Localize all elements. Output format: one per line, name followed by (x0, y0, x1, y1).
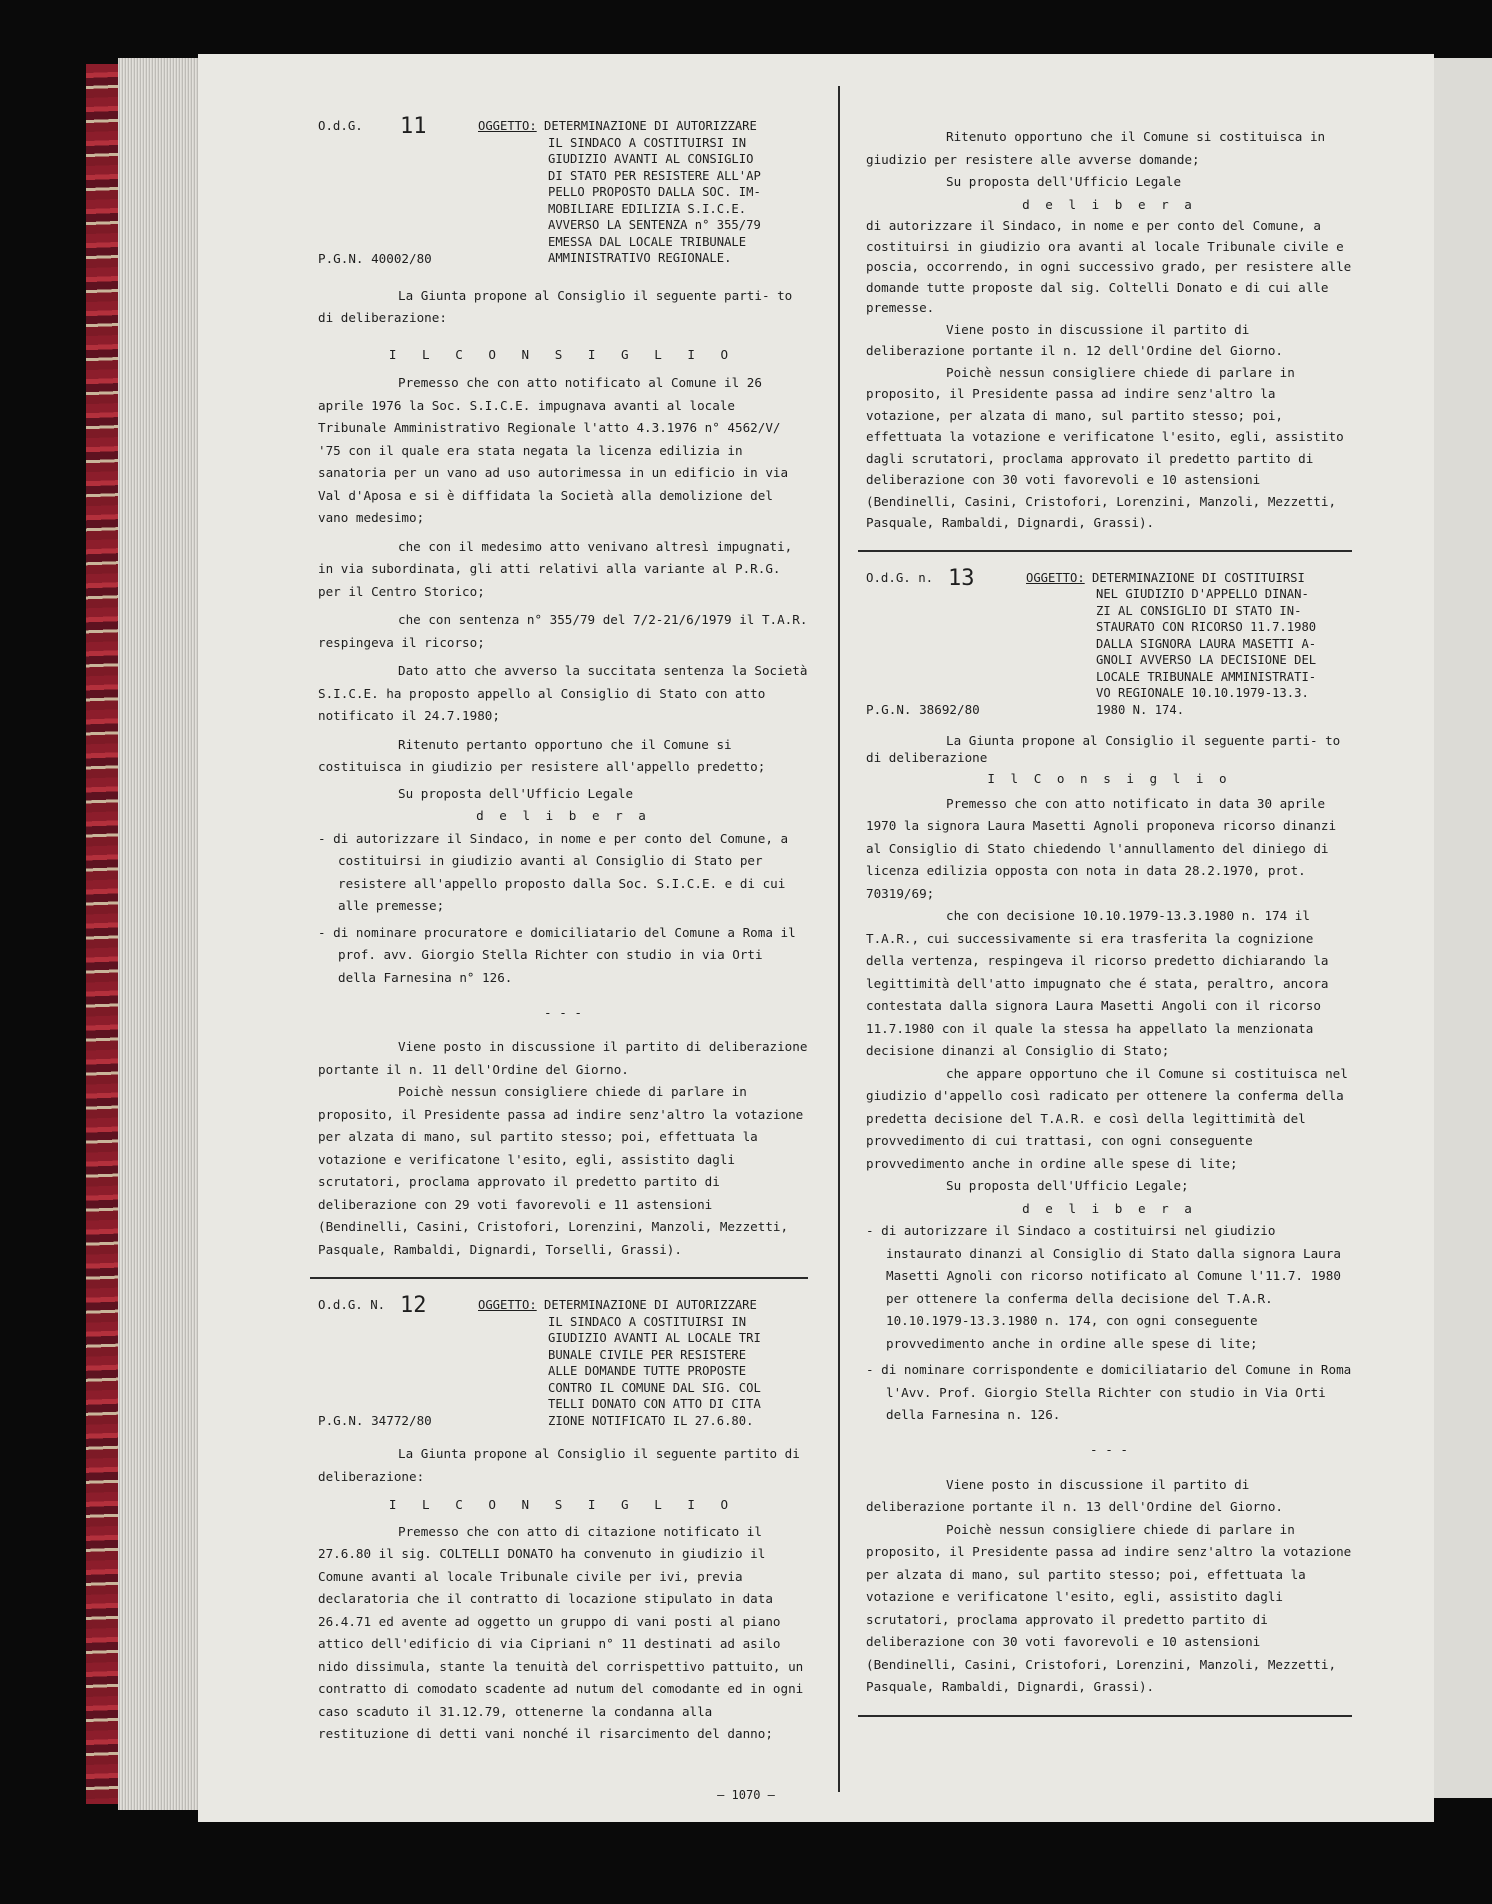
consiglio-heading: I L C O N S I G L I O (388, 346, 738, 362)
oggetto-line: GIUDIZIO AVANTI AL CONSIGLIO (548, 152, 754, 166)
paragraph: che appare opportuno che il Comune si costituisca nel giudizio d'appello così radicato per ottenere la conferma della predetta decisione del T.A.R. e così della legittimità del provvedimento di cui trattasi, con ogni conseguente provvedimento anche in ordine alle spese di lite; (866, 1065, 1348, 1171)
oggetto-block (478, 118, 808, 267)
oggetto-line: NEL GIUDIZIO D'APPELLO DINAN- (1096, 587, 1309, 601)
proposal-text: La Giunta propone al Consiglio il seguente parti- to di deliberazione (866, 733, 1341, 765)
paragraph: Dato atto che avverso la succitata sentenza la Società S.I.C.E. ha proposto appello al Consiglio di Stato con atto notificato il 24.7.1980; (318, 663, 808, 723)
oggetto-line: CONTRO IL COMUNE DAL SIG. COL (548, 1380, 761, 1395)
book-page-edges (118, 58, 202, 1810)
oggetto-block (478, 1297, 808, 1429)
oggetto-line: 1980 N. 174. (1096, 702, 1185, 717)
item-13-header (866, 565, 1352, 719)
separator: - - - (544, 1004, 582, 1020)
list-item: - di autorizzare il Sindaco a costituirsi nel giudizio instaurato dinanzi al Consiglio di Stato dalla signora Laura Masetti Agnoli con ricorso notificato al Comune l'11.7. 1980 per ottenere la conferma della decisione del T.A.R. 10.10.1979-13.3.1980 n. 174, con ogni conseguente provvedimento anche in ordine alle spese di lite; (866, 1223, 1341, 1351)
oggetto-line: VO REGIONALE 10.10.1979-13.3. (1096, 686, 1309, 700)
paragraph: che con decisione 10.10.1979-13.3.1980 n. 174 il T.A.R., cui successivamente si era trasferita la cognizione della vertenza, respingeva il ricorso predetto dichiarando la legittimità dell'atto impugnato che é stata, peraltro, ancora contestata dalla signora Laura Masetti Angoli con il ricorso 11.7.1980 con il quale la stessa ha appellato la menzionata decisione dinanzi al Consiglio di Stato; (866, 908, 1329, 1058)
consiglio-heading: I l C o n s i g l i o (987, 771, 1231, 786)
pgn-number: P.G.N. 34772/80 (318, 1413, 432, 1429)
vote-paragraph: Poichè nessun consigliere chiede di parlare in proposito, il Presidente passa ad indire senz'altro la votazione per alzata di mano, sul partito stesso; poi, effettuata la votazione e verificatone l'esito, egli, assistito dagli scrutatori, proclama approvato il predetto partito di deliberazione con 29 voti favorevoli e 11 astensioni (Bendinelli, Casini, Cristofori, Lorenzini, Manzoli, Mezzetti, Pasquale, Rambaldi, Dignardi, Torselli, Grassi). (318, 1084, 804, 1257)
odg-number: 11 (400, 114, 427, 139)
oggetto-label: OGGETTO: (478, 119, 537, 133)
paragraph: Ritenuto opportuno che il Comune si costituisca in giudizio per resistere alle avverse domande; (866, 129, 1326, 167)
vote-paragraph: Poichè nessun consigliere chiede di parlare in proposito, il Presidente passa ad indire senz'altro la votazione per alzata di mano, sul partito stesso; poi, effettuata la votazione e verificatone l'esito, egli, assistito dagli scrutatori, proclama approvato il predetto partito di deliberazione con 30 voti favorevoli e 10 astensioni (Bendinelli, Casini, Cristofori, Lorenzini, Manzoli, Mezzetti, Pasquale, Rambaldi, Dignardi, Grassi). (866, 1521, 1352, 1695)
vote-paragraph: Viene posto in discussione il partito di deliberazione portante il n. 12 dell'Ordine del Giorno. (866, 321, 1284, 358)
oggetto-line: STAURATO CON RICORSO 11.7.1980 (1096, 620, 1317, 634)
paragraph: Premesso che con atto notificato in data 30 aprile 1970 la signora Laura Masetti Agnoli proponeva ricorso dinanzi al Consiglio di Stato chiedendo l'annullamento del diniego di licenza edilizia opposta con nota in data 28.2.1970, prot. 70319/69; (866, 795, 1337, 901)
book-edge-marbled (86, 64, 120, 1804)
oggetto-line: BUNALE CIVILE PER RESISTERE (548, 1347, 747, 1362)
oggetto-line: ALLE DOMANDE TUTTE PROPOSTE (548, 1364, 747, 1379)
paragraph: Su proposta dell'Ufficio Legale (946, 174, 1182, 189)
list-item: - di nominare corrispondente e domiciliatario del Comune in Roma l'Avv. Prof. Giorgio Stella Richter con studio in Via Orti della Farnesina n. 126. (866, 1362, 1352, 1422)
section-rule (310, 1277, 808, 1279)
paragraph: Premesso che con atto notificato al Comune il 26 aprile 1976 la Soc. S.I.C.E. impugnava avanti al locale Tribunale Amministrativo Regionale l'atto 4.3.1976 n° 4562/V/ '75 con il quale era stata negata la licenza edilizia in sanatoria per un vano ad uso autorimessa in un edificio in via Val d'Aposa e si è diffidata la Società alla demolizione del vano medesimo; (318, 375, 789, 525)
oggetto-line: MOBILIARE EDILIZIA S.I.C.E. (548, 201, 747, 216)
section-rule (858, 1715, 1352, 1717)
odg-number: 12 (400, 1293, 427, 1319)
paragraph: Su proposta dell'Ufficio Legale (398, 785, 634, 801)
consiglio-heading: I L C O N S I G L I O (388, 1497, 738, 1513)
oggetto-line: TELLI DONATO CON ATTO DI CITA (548, 1397, 761, 1412)
item-12-header (318, 1293, 808, 1429)
oggetto-line: DETERMINAZIONE DI AUTORIZZARE (544, 119, 757, 133)
oggetto-line: ZIONE NOTIFICATO IL 27.6.80. (548, 1413, 754, 1428)
oggetto-line: LOCALE TRIBUNALE AMMINISTRATI- (1096, 669, 1317, 684)
vote-paragraph: Poichè nessun consigliere chiede di parlare in proposito, il Presidente passa ad indire senz'altro la votazione, per alzata di mano, sul partito stesso; poi, effettuata la votazione e verificatone l'esito, egli, assistito dagli scrutatori, proclama approvato il predetto partito di deliberazione con 30 voti favorevoli e 10 astensioni (Bendinelli, Casini, Cristofori, Lorenzini, Manzoli, Mezzetti, Pasquale, Rambaldi, Dignardi, Grassi). (866, 364, 1344, 530)
oggetto-line: PELLO PROPOSTO DALLA SOC. IM- (548, 185, 761, 199)
oggetto-line: EMESSA DAL LOCALE TRIBUNALE (548, 234, 747, 249)
separator: - - - (1090, 1442, 1128, 1458)
list-item: - di autorizzare il Sindaco, in nome e per conto del Comune, a costituirsi in giudizio avanti al Consiglio di Stato per resistere all'appello proposto dalla Soc. S.I.C.E. e di cui alle premesse; (318, 830, 789, 913)
oggetto-line: AVVERSO LA SENTENZA n° 355/79 (548, 218, 761, 232)
paragraph: Premesso che con atto di citazione notificato il 27.6.80 il sig. COLTELLI DONATO ha convenuto in giudizio il Comune avanti al locale Tribunale civile per ivi, previa declaratoria che il contratto di locazione stipulato in data 26.4.71 ed avente ad oggetto un gruppo di vani posti al piano attico dell'edificio di via Cipriani n° 11 destinati ad asilo nido dissimula, stante la tenuità del corrispettivo pattuito, un contratto di comodato scadente ad nutum del comodante ed in ogni caso scaduto il 31.12.79, ottenerne la condanna alla restituzione di detti vani nonché il risarcimento del danno; (318, 1523, 804, 1742)
odg-label: O.d.G. N. (318, 1297, 386, 1313)
oggetto-line: GNOLI AVVERSO LA DECISIONE DEL (1096, 653, 1317, 667)
column-divider (838, 86, 840, 1792)
paragraph: Su proposta dell'Ufficio Legale; (946, 1178, 1189, 1193)
oggetto-label: OGGETTO: (1026, 570, 1085, 585)
vote-paragraph: Viene posto in discussione il partito di deliberazione portante il n. 11 dell'Ordine del Giorno. (318, 1039, 808, 1077)
oggetto-line: IL SINDACO A COSTITUIRSI IN (548, 1314, 747, 1329)
list-item: - di nominare procuratore e domiciliatario del Comune a Roma il prof. avv. Giorgio Stella Richter con studio in via Orti della Farnesina n° 126. (318, 924, 796, 985)
paragraph: Ritenuto pertanto opportuno che il Comune si costituisca in giudizio per resistere all'appello predetto; (318, 736, 766, 774)
oggetto-line: DETERMINAZIONE DI COSTITUIRSI (1092, 570, 1305, 585)
oggetto-line: IL SINDACO A COSTITUIRSI IN (548, 135, 747, 150)
left-column (318, 114, 808, 1746)
paragraph: che con il medesimo atto venivano altresì impugnati, in via subordinata, gli atti relativi alla variante al P.R.G. per il Centro Storico; (318, 538, 793, 599)
decision-text: di autorizzare il Sindaco, in nome e per conto del Comune, a costituirsi in giudizio ora avanti al locale Tribunale civile e poscia, occorrendo, in ogni successivo grado, per resistere alle domande tutte proposte dal sig. Coltelli Donato e di cui alle premesse. (866, 218, 1352, 315)
odg-label: O.d.G. n. (866, 569, 934, 585)
proposal-text: La Giunta propone al Consiglio il seguente partito di deliberazione: (318, 1446, 800, 1484)
delibera-heading: d e l i b e r a (1022, 196, 1196, 212)
oggetto-line: DALLA SIGNORA LAURA MASETTI A- (1096, 636, 1317, 651)
facing-page-edge (1434, 58, 1492, 1798)
oggetto-line: GIUDIZIO AVANTI AL LOCALE TRI (548, 1331, 761, 1346)
proposal-text: La Giunta propone al Consiglio il seguente parti- to di deliberazione: (318, 287, 793, 325)
odg-label: O.d.G. (318, 118, 363, 133)
vote-paragraph: Viene posto in discussione il partito di deliberazione portante il n. 13 dell'Ordine del Giorno. (866, 1476, 1284, 1515)
page-number: – 1070 – (717, 1788, 775, 1802)
oggetto-line: ZI AL CONSIGLIO DI STATO IN- (1096, 603, 1302, 618)
right-column (866, 126, 1352, 1735)
odg-number: 13 (948, 565, 975, 591)
item-11-header (318, 114, 808, 267)
oggetto-block (1026, 570, 1352, 719)
paragraph: che con sentenza n° 355/79 del 7/2-21/6/1979 il T.A.R. respingeva il ricorso; (318, 612, 808, 650)
pgn-number: P.G.N. 40002/80 (318, 250, 432, 266)
oggetto-line: DI STATO PER RESISTERE ALL'AP (548, 168, 761, 183)
pgn-number: P.G.N. 38692/80 (866, 702, 980, 717)
delibera-heading: d e l i b e r a (476, 808, 650, 823)
oggetto-label: OGGETTO: (478, 1298, 537, 1313)
section-rule (858, 550, 1352, 552)
oggetto-line: DETERMINAZIONE DI AUTORIZZARE (544, 1298, 757, 1313)
oggetto-line: AMMINISTRATIVO REGIONALE. (548, 251, 732, 265)
delibera-heading: d e l i b e r a (1022, 1200, 1196, 1216)
